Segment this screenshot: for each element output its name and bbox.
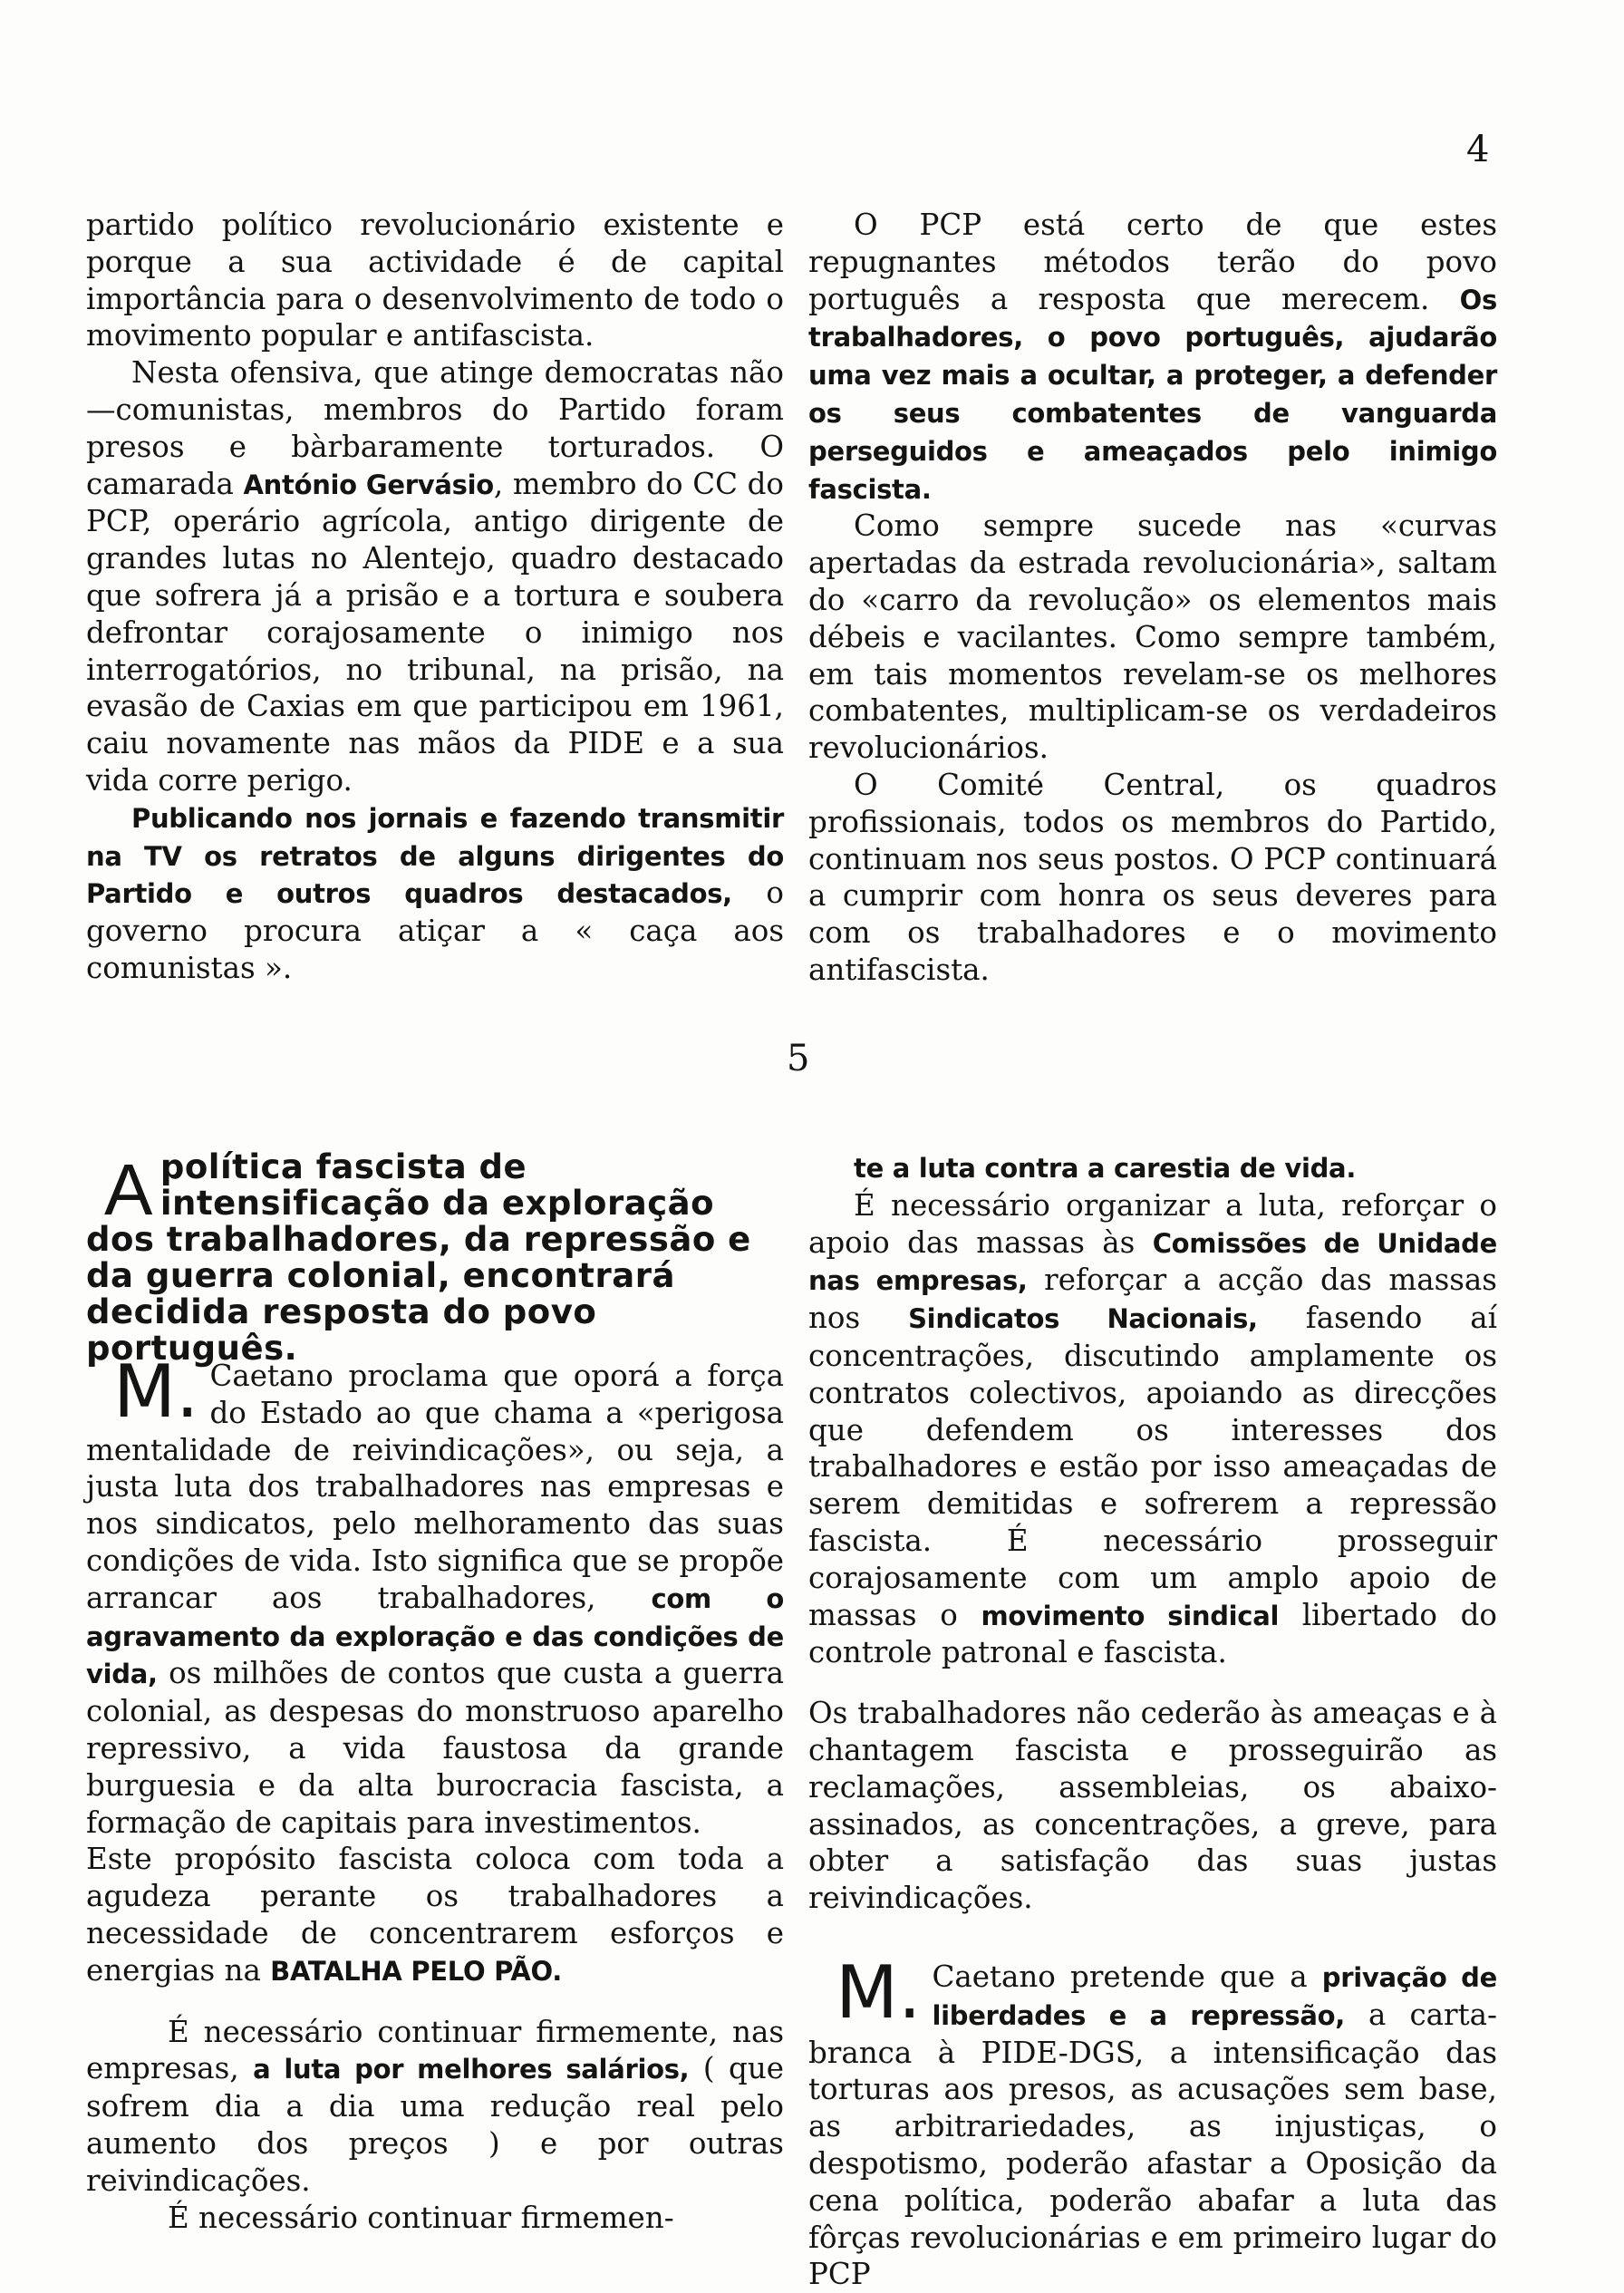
bold-text: privação de liberdades e a repressão, (932, 1961, 1497, 2031)
bold-text: Comissões de Unidade nas empresas, (808, 1227, 1497, 1297)
text-run: É necessário continuar firmemente, nas empresas, (86, 2014, 784, 2086)
text-run: ( que sofrem dia a dia uma redução real pelo aumento dos preços ) e por outras reivindicações. (86, 2051, 784, 2198)
bold-text: Sindicatos Nacionais, (908, 1303, 1258, 1335)
bold-text: BATALHA PELO PÃO. (270, 1955, 562, 1987)
paragraph (808, 1149, 1497, 1187)
text-run: Como sempre sucede nas «curvas apertadas da estrada revolucionária», saltam do «carro da revolução» os elementos mais débeis e vacilantes. Como sempre também, em tais momentos revelam-se os melhores combatentes, multiplicam-se os verdadeiros revolucionários. (808, 508, 1497, 766)
text-run: os milhões de contos que custa a guerra colonial, as despesas do monstruoso aparelho repressivo, a vida faustosa da grande burguesia e da alta burocracia fascista, a formação de capitais para investimentos. (86, 1656, 784, 1840)
headline (86, 1149, 784, 1367)
drop-cap: M. (113, 1350, 199, 1434)
paragraph (86, 799, 784, 987)
column-bottom-left (86, 1350, 784, 2236)
text-run: Nesta ofensiva, que atinge democratas não—comunistas, membros do Partido foram presos e bàrbaramente torturados. O camarada (86, 355, 784, 501)
drop-cap: M. (836, 1950, 922, 2035)
text-run: Caetano proclama que oporá a força do Estado ao que chama a «perigosa mentalidade de reivindicações», ou seja, a justa luta dos trabalhadores nas empresas e nos sindicatos, pelo melhoramento das suas condições de vida. Isto significa que se propõe arrancar aos trabalhadores, (86, 1359, 784, 1615)
column-top-right (808, 207, 1497, 989)
headline-text: política fascista de intensificação da exploração dos trabalhadores, da repressão e da guerra colonial, encontrará decidida resposta do povo português. (86, 1147, 751, 1368)
bold-text: Os trabalhadores, o povo português, ajudarão uma vez mais a ocultar, a proteger, a defender os seus combatentes de vanguarda perseguidos e ameaçados pelo inimigo fascista. (808, 284, 1497, 505)
bold-text: movimento sindical (981, 1600, 1280, 1631)
text-run: partido político revolucionário existente e porque a sua actividade é de capital importância para o desenvolvimento de todo o movimento popular e antifascista. (86, 208, 784, 353)
column-bottom-right (808, 1149, 1497, 2293)
text-run: Os trabalhadores não cederão às ameaças e à chantagem fascista e prosseguirão as reclamações, assembleias, os abaixo-assinados, as concentrações, a greve, para obter a satisfação das suas justas reivindicações. (808, 1696, 1497, 1916)
text-run: libertado do controle patronal e fascista. (808, 1597, 1497, 1670)
paragraph (86, 207, 784, 354)
text-run: O PCP está certo de que estes repugnantes métodos terão do povo português a resposta que merecem. (808, 208, 1497, 316)
text-run: fasendo aí concentrações, discutindo amplamente os contratos colectivos, apoiando as direcções que defendem os interesses dos trabalhadores e estão por isso ameaçadas de serem demitidas e sofrerem a repressão fascista. É necessário prosseguir corajosamente com um amplo apoio de massas o (808, 1301, 1497, 1632)
headline-initial: A (104, 1149, 153, 1230)
bold-text: com o agravamento da exploração e das condições de vida, (86, 1582, 784, 1690)
paragraph (808, 1950, 1497, 2293)
page-number-top: 4 (1466, 129, 1490, 170)
page-number-middle: 5 (787, 1038, 810, 1079)
text-run: O Comité Central, os quadros profissionais, todos os membros do Partido, continuam nos seus postos. O PCP continuará a cumprir com honra os seus deveres para com os trabalhadores e o movimento antifascista. (808, 767, 1497, 987)
text-run: o governo procura atiçar a « caça aos comunistas ». (86, 876, 784, 985)
paragraph (86, 1350, 784, 1841)
paragraph (808, 207, 1497, 508)
text-run: É necessário organizar a luta, reforçar o apoio das massas às (808, 1187, 1497, 1260)
column-top-left (86, 207, 784, 987)
paragraph (86, 2014, 784, 2200)
text-run: , membro do CC do PCP, operário agrícola, antigo dirigente de grandes lutas no Alentejo, quadro destacado que sofrera já a prisão e a tortura e soubera defrontar corajosamente o inimigo nos interrogatórios, no tribunal, na prisão, na evasão de Caxias em que participou em 1961, caiu novamente nas mãos da PIDE e a sua vida corre perigo. (86, 466, 784, 798)
text-run: a carta-branca à PIDE-DGS, a intensificação das torturas aos presos, as acusações sem base, as arbitrariedades, as injustiças, o despotismo, poderão afastar a Oposição da cena política, poderão abafar a luta das fôrças revolucionárias e em primeiro lugar do PCP (808, 1997, 1497, 2292)
text-run: Este propósito fascista coloca com toda a agudeza perante os trabalhadores a necessidade de concentrarem esforços e energias na (86, 1842, 784, 1988)
bold-text: a luta por melhores salários, (253, 2054, 690, 2085)
paragraph (86, 354, 784, 799)
text-run: Caetano pretende que a (932, 1959, 1322, 1994)
bold-text: António Gervásio (243, 469, 494, 500)
paragraph (808, 508, 1497, 767)
text-run: É necessário continuar firmemen- (168, 2200, 674, 2235)
text-run: reforçar a acção das massas nos (808, 1263, 1497, 1336)
paragraph (808, 1695, 1497, 1917)
paragraph (808, 767, 1497, 989)
paragraph (86, 1841, 784, 1989)
paragraph (808, 1187, 1497, 1671)
bold-text: Publicando nos jornais e fazendo transmitir na TV os retratos de alguns dirigentes do Partido e outros quadros destacados, (86, 802, 784, 910)
paragraph (86, 2200, 784, 2237)
bold-text: te a luta contra a carestia de vida. (854, 1153, 1357, 1184)
